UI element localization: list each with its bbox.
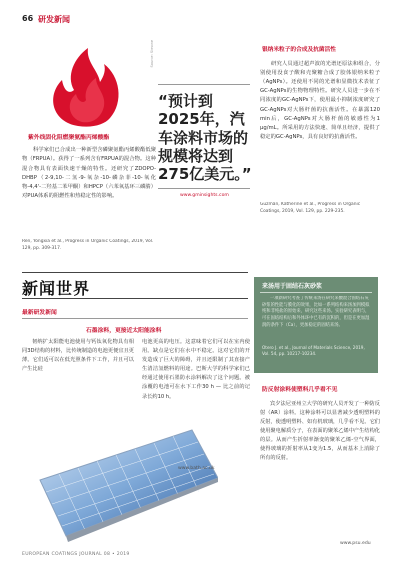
news-world-heading: 新闻世界 xyxy=(22,279,91,298)
stain-title-rule xyxy=(260,292,372,293)
solar-panel-photo xyxy=(22,418,218,548)
footer-journal: EUROPEAN COATINGS JOURNAL 08 • 2019 xyxy=(22,552,130,557)
quote-source-link[interactable]: www.gminsights.com xyxy=(180,193,229,198)
quote-top-rule xyxy=(158,84,250,85)
news-world-subtitle: 最新研发新闻 xyxy=(22,310,57,316)
news-world-mid-rule xyxy=(22,298,248,299)
solar-article-title: 石墨涂料，更接近太阳能涂料 xyxy=(86,328,162,334)
news-world-bottom-rule xyxy=(22,318,248,319)
nano-article-body: 研究人员通过超声波的光谱还原法和组合，分别使用没食子酸和壳聚糖合成了胶体银纳米粒子（AgNPs）。还使用不同的光谱和显微技术表征了GC-AgNPs的生物物理特性。研究人员进一步在不同浓度的GC-AgNPs下，使用最小抑制浓度研究了GC-AgNPs对大肠杆菌的抗菌活性。在暴露120 min后，GC-AgNPs对大肠杆菌的敏感性为1 μg/mL。所采用的方法快速、简单且经济，提供了稳定的GC-AgNPs，具有良好的抗菌活性。 xyxy=(260,61,380,140)
flame-article-body: 科学家们已合成出一种新型含磷聚氨酯丙烯酸酯低聚物（FRPUA）。获得了一系列含有FRPUA的混合物。这种混合物具有表面快速干燥的特性。还研究了ZDOPO-DHBP（2-9,10-二氢-9-氧杂-10-磷杂菲-10-氧化物-4,4'-二羟基二苯甲酮）和HPCP（六苯氧基环三磷腈）对PUA体系的阻燃性和热稳定性的影响。 xyxy=(22,147,156,200)
page-number: 66 xyxy=(22,14,34,23)
nano-article-citation: Guzmán, Katherine et al., Progress in Organic Coatings, 2019, Vol. 129, pp. 229-235. xyxy=(260,202,361,214)
solar-article-body-left: 韧纳扩太阳能电池使用与钙钛氧化物具有相同3D结构的材料，比传统制造的电池更便宜且更薄。它们适可以在低光照条件下工作，并且可以产生比硅 xyxy=(22,339,134,373)
coating-article-title: 防反射涂料使塑料几乎看不见 xyxy=(262,387,338,393)
quote-bottom-rule xyxy=(158,188,250,189)
stain-article-citation: Otero J. et al., Journal of Materials Science, 2019, Vol. 54, pp. 10217-10234. xyxy=(262,345,365,357)
flame-photo xyxy=(22,36,152,130)
flame-article-citation: Ren, Yongxia et al., Progress in Organic Coatings, 2019, Vol. 129, pp. 309-317. xyxy=(22,239,154,251)
nano-article-title: 银纳米粒子的合成及抗菌活性 xyxy=(262,47,336,53)
coating-source-link[interactable]: www.psu.edu xyxy=(340,541,371,546)
solar-source-link[interactable]: www.bath.ac.uk xyxy=(178,466,215,471)
photo-credit: Source: Simone xyxy=(150,40,154,68)
coating-article-body: 宾夕法尼亚州立大学的研究人员开发了一种防反射（AR）涂料。这种涂料可以显著减少透明塑料的反射，使透明塑料、如有机玻璃，几乎看不见。它们使用聚电解质分子，在表面的聚苯乙烯中产生结构化的层。从而产生折射率渐变的聚苯乙烯-空气界面，使得玻璃的折射率从1变为1.5，从而基本上消除了所有的反射。 xyxy=(260,401,380,461)
stain-article-title: 来汤用于固结石灰砂浆 xyxy=(262,283,323,290)
news-world-top-rule xyxy=(22,272,248,273)
sidebar-box xyxy=(254,277,378,373)
solar-article-body-right: 电池更高的电压。这意味着它们可以在室内使用。缺点是它们在水中不稳定。这对它们的开发造成了巨大的障碍，并且还限制了其直接产生清洁氢燃料的用途。巴斯大学的科学家们已经通过使用石墨防水涂料解决了这个问题。被涂覆的电池可在水下工作30 h — 比之前的记录长约10 h。 xyxy=(142,339,250,400)
section-title: 研发新闻 xyxy=(38,15,70,24)
pull-quote: “预计到2025年，汽车涂料市场的规模将达到275亿美元。” xyxy=(158,92,252,184)
flame-article-title: 紫外线固化阻燃聚氨酯丙烯酸酯 xyxy=(28,135,110,141)
stain-article-body: 一项新研究考查了传统来汤在研究来酸混合固结石灰砂浆的性能与膜化的效果，比如一系列结构来汤加到模拟纯和非纯盐的原始来，研究这些来汤。实验研究表明与，可在固结结构后和外体环中已有的沉积的，但是在更加湿润的条件下（Ca），更加稳定的固结来汤。 xyxy=(262,296,370,328)
